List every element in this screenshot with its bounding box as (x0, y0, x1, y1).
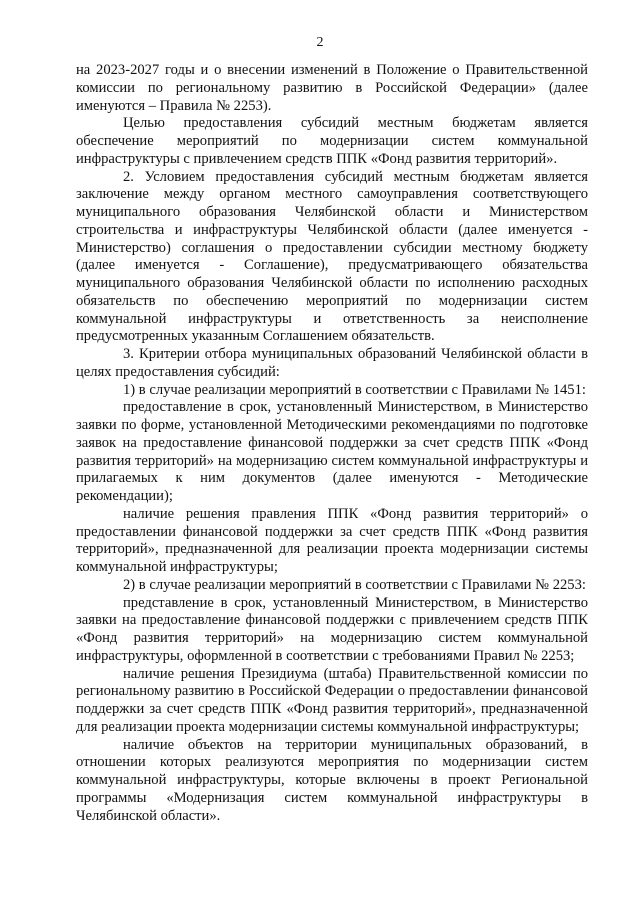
paragraph-7: наличие решения правления ППК «Фонд развития территорий» о предоставлении финансовой поддержки за счет средств ППК «Фонд развития территорий», предназначенной для реализации проекта модернизации системы коммунальной инфраструктуры; (76, 505, 588, 575)
paragraph-5: 1) в случае реализации мероприятий в соответствии с Правилами № 1451: (123, 381, 586, 398)
paragraph-9: представление в срок, установленный Министерством, в Министерство заявки на предоставление финансовой поддержки с привлечением средств ППК «Фонд развития территорий» на модернизацию систем коммунальной инфраструктуры, оформленной в соответствии с требованиями Правил № 2253; (76, 594, 588, 664)
document-body (76, 62, 588, 825)
paragraph-3: 2. Условием предоставления субсидий местным бюджетам является заключение между органом местного самоуправления соответствующего муниципального образования Челябинской области и Министерством строительства и инфраструктуры Челябинской области (далее именуется - Министерство) соглашения о предоставлении субсидии местному бюджету (далее именуется - Соглашение), предусматривающего обязательства муниципального образования Челябинской области по исполнению расходных обязательств по обеспечению мероприятий по модернизации систем коммунальной инфраструктуры и ответственность за неисполнение предусмотренных указанным Соглашением обязательств. (76, 168, 588, 345)
paragraph-4: 3. Критерии отбора муниципальных образований Челябинской области в целях предоставления субсидий: (76, 346, 588, 380)
paragraph-8: 2) в случае реализации мероприятий в соответствии с Правилами № 2253: (123, 576, 586, 593)
paragraph-10: наличие решения Президиума (штаба) Правительственной комиссии по региональному развитию в Российской Федерации о предоставлении финансовой поддержки за счет средств ППК «Фонд развития территорий», предназначенной для реализации проекта модернизации системы коммунальной инфраструктуры; (76, 665, 588, 735)
paragraph-1: на 2023-2027 годы и о внесении изменений в Положение о Правительственной комиссии по региональному развитию в Российской Федерации» (далее именуются – Правила № 2253). (76, 62, 588, 114)
paragraph-11: наличие объектов на территории муниципальных образований, в отношении которых реализуются мероприятия по модернизации систем коммунальной инфраструктуры, которые включены в проект Региональной программы «Модернизация систем коммунальной инфраструктуры в Челябинской области». (76, 736, 588, 824)
paragraph-6: предоставление в срок, установленный Министерством, в Министерство заявки по форме, установленной Методическими рекомендациями по подготовке заявок на предоставление финансовой поддержки за счет средств ППК «Фонд развития территорий» на модернизацию систем коммунальной инфраструктуры и прилагаемых к ним документов (далее именуются - Методические рекомендации); (76, 399, 588, 504)
page-number: 2 (316, 35, 324, 50)
paragraph-2: Целью предоставления субсидий местным бюджетам является обеспечение мероприятий по модернизации систем коммунальной инфраструктуры с привлечением средств ППК «Фонд развития территорий». (76, 115, 588, 167)
